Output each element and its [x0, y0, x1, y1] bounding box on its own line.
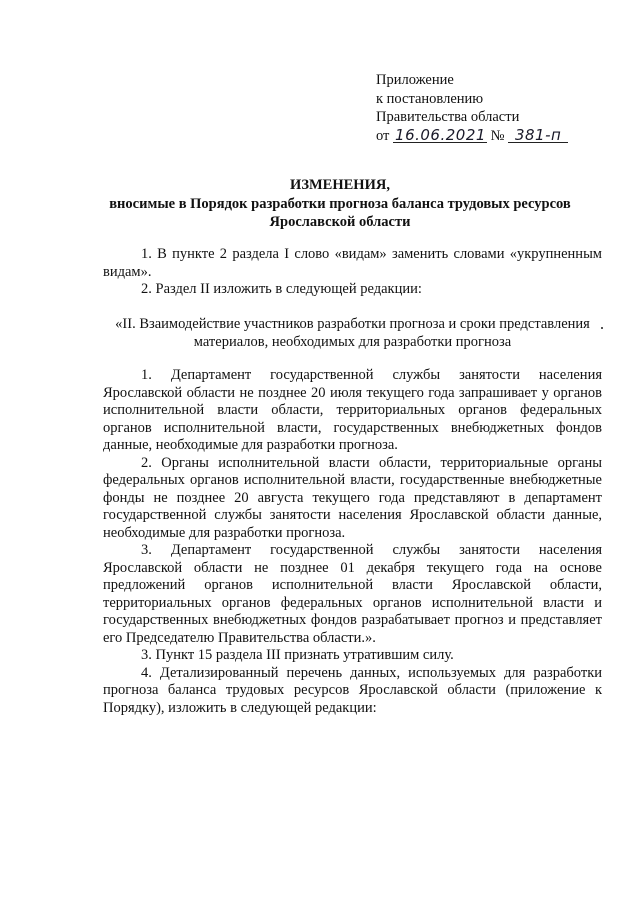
- appendix-line-4: [376, 127, 626, 146]
- title-line-3: Ярославской области: [269, 214, 411, 230]
- paragraph-2: 2. Раздел II изложить в следующей редакции:: [141, 281, 422, 297]
- appendix-line-1: Приложение: [376, 72, 454, 88]
- body-section-ii: [103, 367, 602, 717]
- number-label: №: [490, 127, 505, 144]
- section-item-1: 1. Департамент государственной службы занятости населения Ярославской области не позднее 20 июля текущего года запрашивает у органов исполнительной власти области, территориальных органов федеральных органов исполнительной власти, государственных внебюджетных фондов данные, необходимые для разработки прогноза.: [103, 367, 602, 453]
- appendix-header: [376, 71, 626, 145]
- section-heading: «II. Взаимодействие участников разработки прогноза и сроки представления материалов, необходимых для разработки прогноза: [115, 316, 590, 350]
- handwritten-number: 381-п: [508, 128, 568, 143]
- section-item-3: 3. Департамент государственной службы занятости населения Ярославской области не позднее 01 декабря текущего года на основе предложений органов исполнительной власти Ярославской области, территориальных органов федеральных органов исполнительной власти и государственных внебюджетных фондов разрабатывает прогноз и представляет его Председателю Правительства области.».: [103, 542, 602, 646]
- paragraph-4: 4. Детализированный перечень данных, используемых для разработки прогноза баланса трудовых ресурсов Ярославской области (приложение к Порядку), изложить в следующей редакции:: [103, 664, 602, 716]
- body-intro: [103, 246, 602, 299]
- section-ii-heading-block: [103, 316, 602, 351]
- appendix-line-3: Правительства области: [376, 109, 520, 125]
- paragraph-3: 3. Пункт 15 раздела III признать утратившим силу.: [141, 647, 454, 663]
- appendix-line-2: к постановлению: [376, 90, 484, 107]
- from-label: от: [376, 127, 390, 144]
- handwritten-date: 16.06.2021: [395, 125, 486, 144]
- title-line-2: вносимые в Порядок разработки прогноза баланса трудовых ресурсов: [109, 195, 571, 212]
- document-title: [90, 176, 590, 232]
- title-heading: ИЗМЕНЕНИЯ,: [290, 177, 390, 193]
- paragraph-1: 1. В пункте 2 раздела I слово «видам» заменить словами «укрупненным видам».: [103, 246, 602, 280]
- section-item-2: 2. Органы исполнительной власти области, территориальные органы федеральных органов исполнительной власти, государственные внебюджетные фонды не позднее 20 августа текущего года представляют в департамент государственной службы занятости населения Ярославской области данные, необходимые для разработки прогноза.: [103, 454, 602, 541]
- scan-dot: [601, 327, 603, 329]
